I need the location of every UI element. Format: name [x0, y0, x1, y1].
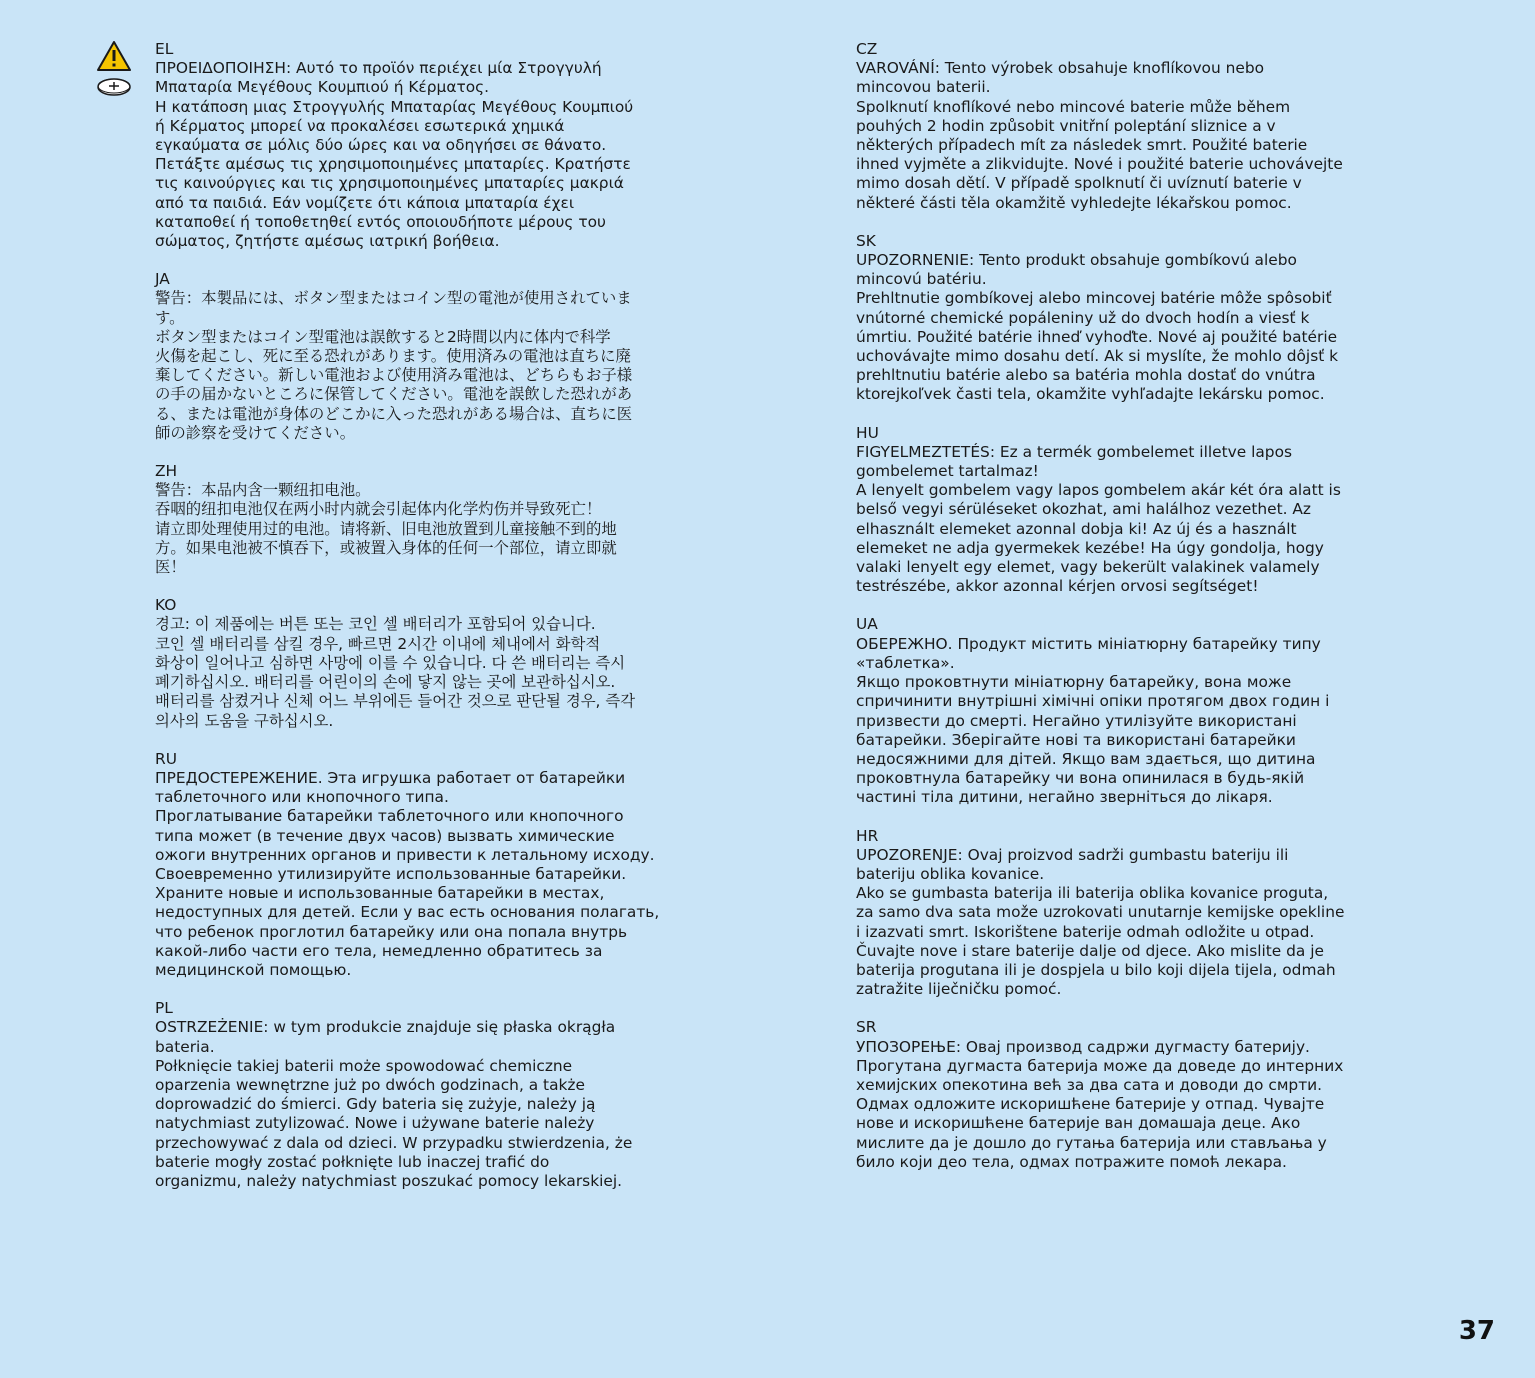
- warning-text-line: недоступных для детей. Если у вас есть основания полагать,: [155, 903, 660, 922]
- language-code: CZ: [856, 40, 878, 58]
- warning-text-line: některých případech mít za následek smrt. Použité baterie: [856, 136, 1308, 155]
- warning-text-line: doprowadzić do śmierci. Gdy bateria się zużyje, należy ją: [155, 1095, 596, 1114]
- warning-text-line: 경고: 이 제품에는 버튼 또는 코인 셀 배터리가 포함되어 있습니다.: [155, 615, 596, 634]
- warning-text-line: prehltnutiu batérie alebo sa batéria mohla dostať do vnútra: [856, 366, 1316, 385]
- warning-text-line: Якщо проковтнути мініатюрну батарейку, вона може: [856, 673, 1292, 692]
- warning-text-line: FIGYELMEZTETÉS: Ez a termék gombelemet illetve lapos: [856, 442, 1293, 461]
- warning-text-line: baterie mogły zostać połknięte lub inaczej trafić do: [155, 1152, 550, 1171]
- warning-text-line: Проглатывание батарейки таблеточного или кнопочного: [155, 807, 624, 826]
- warning-text-line: 火傷を起こし、死に至る恐れがあります。使用済みの電池は直ちに廃: [155, 347, 631, 366]
- warning-text-line: gombelemet tartalmaz!: [856, 462, 1039, 481]
- warning-section-zh: [155, 462, 685, 577]
- warning-text-line: Ako se gumbasta baterija ili baterija oblika kovanice proguta,: [856, 884, 1329, 903]
- warning-section-ru: [155, 750, 685, 980]
- language-code: KO: [155, 596, 177, 615]
- warning-text-line: mincovou baterii.: [856, 78, 991, 97]
- language-code: HU: [856, 423, 879, 442]
- warning-text-line: UPOZORNENIE: Tento produkt obsahuje gombíkovú alebo: [856, 251, 1297, 270]
- warning-text-line: testrészébe, akkor azonnal kérjen orvosi segítséget!: [856, 577, 1259, 596]
- warning-text-line: Spolknutí knoflíkové nebo mincové baterie může během: [856, 97, 1291, 116]
- warning-text-line: από τα παιδιά. Εάν νομίζετε ότι κάποια μπαταρία έχει: [155, 193, 575, 212]
- warning-text-line: 배터리를 삼켰거나 신체 어느 부위에든 들어간 것으로 판단될 경우, 즉각: [155, 692, 636, 711]
- warning-section-hu: [856, 424, 1386, 597]
- warning-text-line: natychmiast zutylizować. Nowe i używane baterie należy: [155, 1114, 595, 1133]
- warning-text-line: る、または電池が身体のどこかに入った恐れがある場合は、直ちに医: [155, 404, 633, 423]
- warning-text-line: za samo dva sata može uzrokovati unutarnje kemijske opekline: [856, 903, 1345, 922]
- warning-text-line: 師の診察を受けてください。: [155, 423, 356, 442]
- warning-text-line: mimo dosah dětí. V případě spolknutí či uvíznutí baterie v: [856, 174, 1302, 193]
- warning-text-line: τις καινούργιες και τις χρησιμοποιημένες μπαταρίες μακριά: [155, 174, 624, 193]
- warning-text-line: медицинской помощью.: [155, 960, 352, 979]
- warning-text-line: ihned vyjměte a zlikvidujte. Nové i použité baterie uchovávejte: [856, 155, 1343, 174]
- warning-text-line: 화상이 일어나고 심하면 사망에 이를 수 있습니다. 다 쓴 배터리는 즉시: [155, 653, 626, 672]
- warning-triangle-icon: [96, 40, 132, 72]
- warning-text-line: УПОЗОРЕЊЕ: Овај производ садржи дугмасту батерију.: [856, 1037, 1310, 1056]
- warning-text-line: 警告：本品内含一颗纽扣电池。: [155, 481, 371, 500]
- warning-text-line: нове и искоришћене батерије ван домашаја деце. Ако: [856, 1114, 1301, 1133]
- warning-text-line: vnútorné chemické popáleniny už do dvoch hodín a viesť k: [856, 308, 1310, 327]
- warning-text-line: 方。如果电池被不慎吞下，或被置入身体的任何一个部位，请立即就: [155, 538, 617, 557]
- warning-text-line: 폐기하십시오. 배터리를 어린이의 손에 닿지 않는 곳에 보관하십시오.: [155, 673, 616, 692]
- language-code: UA: [856, 615, 878, 634]
- right-column: [856, 40, 1386, 1191]
- warning-text-line: VAROVÁNÍ: Tento výrobek obsahuje knoflíkovou nebo: [856, 59, 1265, 78]
- warning-text-line: Своевременно утилизируйте использованные батарейки.: [155, 864, 627, 883]
- warning-text-line: úmrtiu. Použité batérie ihneď vyhoďte. Nové aj použité batérie: [856, 327, 1338, 346]
- language-code: SK: [856, 231, 876, 250]
- warning-text-line: недосяжними для дітей. Якщо вам здається, що дитина: [856, 749, 1316, 768]
- warning-text-line: Čuvajte nove i stare baterije dalje od djece. Ako mislite da je: [856, 941, 1324, 960]
- warning-text-line: す。: [155, 308, 185, 327]
- warning-text-line: спричинити внутрішні хімічні опіки протягом двох годин і: [856, 692, 1330, 711]
- language-code: HR: [856, 826, 879, 845]
- warning-section-ua: [856, 615, 1386, 807]
- warning-text-line: uchovávajte mimo dosahu detí. Ak si myslíte, že mohlo dôjsť k: [856, 347, 1339, 366]
- language-code: EL: [155, 40, 174, 58]
- warning-section-ko: [155, 596, 685, 730]
- warning-text-line: ボタン型またはコイン型電池は誤飲すると2時間以内に体内で科学: [155, 327, 611, 346]
- warning-section-hr: [856, 827, 1386, 1000]
- page-number: 37: [1458, 1316, 1495, 1346]
- warning-section-pl: [155, 999, 685, 1191]
- warning-text-line: 棄してください。新しい電池および使用済み電池は、どちらもお子様: [155, 366, 633, 385]
- warning-text-line: zatražite liječničku pomoć.: [856, 980, 1062, 999]
- coin-battery-icon: [96, 76, 132, 98]
- warning-text-line: organizmu, należy natychmiast poszukać pomocy lekarskiej.: [155, 1171, 623, 1190]
- warning-text-line: καταποθεί ή τοποθετηθεί εντός οποιουδήποτε μέρους του: [155, 212, 606, 231]
- warning-text-line: UPOZORENJE: Ovaj proizvod sadrži gumbastu bateriju ili: [856, 845, 1289, 864]
- warning-text-line: valaki lenyelt egy elemet, vagy bekerült valakinek valamely: [856, 558, 1320, 577]
- warning-section-el: [155, 40, 685, 251]
- warning-text-line: bateria.: [155, 1037, 215, 1056]
- warning-text-line: ktorejkoľvek časti tela, okamžite vyhľadajte lekársku pomoc.: [856, 385, 1325, 404]
- warning-text-line: частині тіла дитини, негайно зверніться до лікаря.: [856, 788, 1273, 807]
- warning-text-line: призвести до смерті. Негайно утилізуйте використані: [856, 711, 1297, 730]
- warning-text-line: ή Κέρματος μπορεί να προκαλέσει εσωτερικά χημικά: [155, 116, 565, 135]
- warning-text-line: Połknięcie takiej baterii może spowodować chemiczne: [155, 1056, 573, 1075]
- warning-text-line: 请立即处理使用过的电池。请将新、旧电池放置到儿童接触不到的地: [155, 519, 617, 538]
- left-column: [155, 40, 685, 1210]
- warning-text-line: の手の届かないところに保管してください。電池を誤飲した恐れがあ: [155, 385, 633, 404]
- warning-text-line: мислите да је дошло до гутања батерија или стављања у: [856, 1133, 1327, 1152]
- language-code: RU: [155, 749, 177, 768]
- warning-section-sr: [856, 1018, 1386, 1172]
- warning-icons: [96, 40, 132, 98]
- warning-text-line: elemeket ne adja gyermekek kezébe! Ha úgy gondolja, hogy: [856, 538, 1324, 557]
- warning-text-line: 코인 셀 배터리를 삼킬 경우, 빠르면 2시간 이내에 체내에서 화학적: [155, 634, 601, 653]
- warning-section-cz: [856, 40, 1386, 213]
- warning-text-line: mincovú batériu.: [856, 270, 987, 289]
- warning-text-line: 医！: [155, 558, 186, 577]
- warning-text-line: Η κατάποση μιας Στρογγυλής Μπαταρίας Μεγέθους Κουμπιού: [155, 97, 634, 116]
- warning-text-line: какой-либо части его тела, немедленно обратитесь за: [155, 941, 603, 960]
- warning-text-line: «таблетка».: [856, 653, 955, 672]
- warning-text-line: εγκαύματα σε μόλις δύο ώρες και να οδηγήσει σε θάνατο.: [155, 136, 607, 155]
- warning-text-line: типа может (в течение двух часов) вызвать химические: [155, 826, 615, 845]
- warning-text-line: ОБЕРЕЖНО. Продукт містить мініатюрну батарейку типу: [856, 634, 1321, 653]
- warning-text-line: pouhých 2 hodin způsobit vnitřní poleptání sliznice a v: [856, 116, 1276, 135]
- warning-text-line: Μπαταρία Μεγέθους Κουμπιού ή Κέρματος.: [155, 78, 490, 97]
- warning-text-line: ΠΡΟΕΙΔΟΠΟΙΗΣΗ: Αυτό το προϊόν περιέχει μία Στρογγυλή: [155, 59, 602, 78]
- warning-text-line: belső vegyi sérüléseket okozhat, ami halálhoz vezethet. Az: [856, 500, 1312, 519]
- warning-text-line: Храните новые и использованные батарейки в местах,: [155, 884, 605, 903]
- language-code: PL: [155, 999, 173, 1018]
- warning-text-line: baterija progutana ili je dospjela u bilo koji dijela tijela, odmah: [856, 960, 1336, 979]
- warning-section-ja: [155, 270, 685, 443]
- warning-text-line: било који део тела, одмах потражите помоћ лекара.: [856, 1152, 1287, 1171]
- warning-text-line: σώματος, ζητήστε αμέσως ιατρική βοήθεια.: [155, 232, 500, 251]
- warning-text-line: батарейки. Зберігайте нові та використані батарейки: [856, 730, 1296, 749]
- warning-text-line: Πετάξτε αμέσως τις χρησιμοποιημένες μπαταρίες. Κρατήστε: [155, 155, 631, 174]
- language-code: JA: [155, 270, 170, 289]
- warning-text-line: 의사의 도움을 구하십시오.: [155, 711, 334, 730]
- warning-text-line: хемијских опекотина већ за два сата и доводи до смрти.: [856, 1075, 1323, 1094]
- warning-text-line: některé části těla okamžitě vyhledejte lékařskou pomoc.: [856, 193, 1292, 212]
- warning-text-line: что ребенок проглотил батарейку или она попала внутрь: [155, 922, 628, 941]
- warning-text-line: Prehltnutie gombíkovej alebo mincovej batérie môže spôsobiť: [856, 289, 1332, 308]
- warning-text-line: OSTRZEŻENIE: w tym produkcie znajduje się płaska okrągła: [155, 1018, 616, 1037]
- warning-text-line: таблеточного или кнопочного типа.: [155, 788, 449, 807]
- warning-text-line: ожоги внутренних органов и привести к летальному исходу.: [155, 845, 655, 864]
- warning-text-line: bateriju oblika kovanice.: [856, 864, 1045, 883]
- warning-text-line: Прогутана дугмаста батерија може да доведе до интерних: [856, 1056, 1344, 1075]
- warning-text-line: i izazvati smrt. Iskorištene baterije odmah odložite u otpad.: [856, 922, 1315, 941]
- warning-text-line: oparzenia wewnętrzne już po dwóch godzinach, a także: [155, 1075, 585, 1094]
- warning-text-line: проковтнула батарейку чи вона опинилася в будь-якій: [856, 769, 1305, 788]
- warning-text-line: ПРЕДОСТЕРЕЖЕНИЕ. Эта игрушка работает от батарейки: [155, 768, 626, 787]
- warning-text-line: Одмах одложите искоришћене батерије у отпад. Чувајте: [856, 1095, 1325, 1114]
- language-code: ZH: [155, 462, 178, 481]
- warning-text-line: elhasznált elemeket azonnal dobja ki! Az új és a használt: [856, 519, 1297, 538]
- warning-text-line: A lenyelt gombelem vagy lapos gombelem akár két óra alatt is: [856, 481, 1341, 500]
- language-code: SR: [856, 1018, 877, 1037]
- warning-text-line: 吞咽的纽扣电池仅在两小时内就会引起体内化学灼伤并导致死亡！: [155, 500, 602, 519]
- warning-text-line: 警告：本製品には、ボタン型またはコイン型の電池が使用されていま: [155, 289, 632, 308]
- warning-section-sk: [856, 232, 1386, 405]
- warning-text-line: przechowywać z dala od dzieci. W przypadku stwierdzenia, że: [155, 1133, 633, 1152]
